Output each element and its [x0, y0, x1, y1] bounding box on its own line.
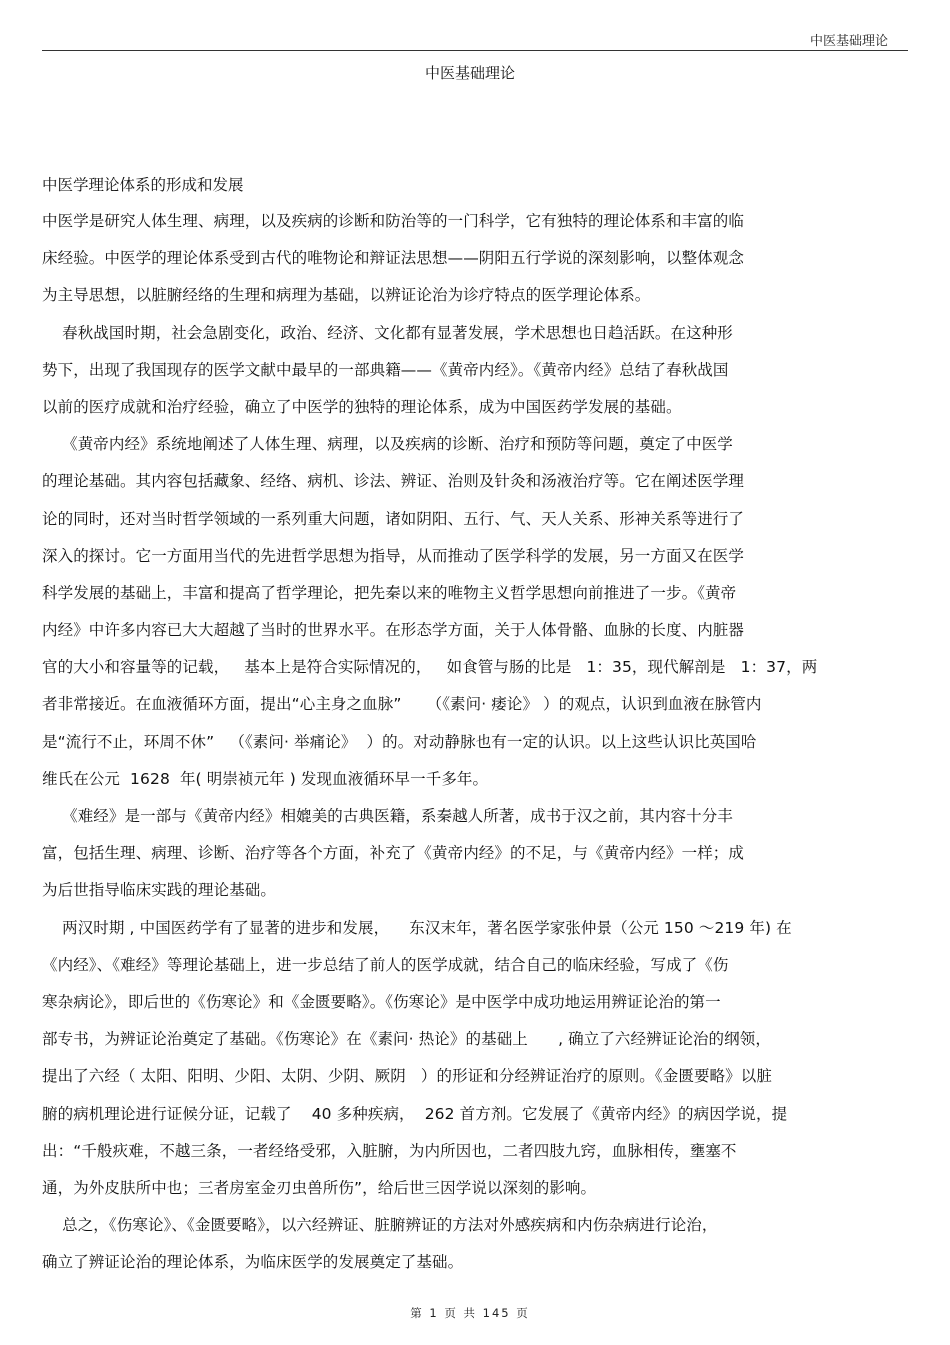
- text-line: 维氏在公元 1628 年( 明崇祯元年 ) 发现血液循环早一千多年。: [42, 769, 489, 788]
- text-line: 中医学是研究人体生理、病理，以及疾病的诊断和防治等的一门科学，它有独特的理论体系和丰富的临: [42, 212, 745, 230]
- text-line: 提出了六经（ 太阳、阳明、少阳、太阴、少阴、厥阴 ）的形证和分经辨证治疗的原则。《金匮要略》以脏: [42, 1067, 772, 1086]
- text-line: 《黄帝内经》系统地阐述了人体生理、病理，以及疾病的诊断、治疗和预防等问题，奠定了中医学: [42, 435, 733, 454]
- text-line: 者非常接近。在血液循环方面，提出“心主身之血脉” （《素问· 痿论》 ）的观点，认识到血液在脉管内: [42, 695, 762, 714]
- text-line: 论的同时，还对当时哲学领域的一系列重大问题，诸如阴阳、五行、气、天人关系、形神关系等进行了: [42, 509, 745, 528]
- text-line: 富，包括生理、病理、诊断、治疗等各个方面，补充了《黄帝内经》的不足，与《黄帝内经》一样；成: [42, 844, 745, 863]
- text-line: 是“流行不止，环周不休” （《素问· 举痛论》 ）的。对动静脉也有一定的认识。以上这些认识比英国哈: [42, 732, 757, 751]
- text-line: 官的大小和容量等的记载， 基本上是符合实际情况的， 如食管与肠的比是 1：35，现代解剖是 1：37，两: [42, 658, 818, 677]
- text-line: 为后世指导临床实践的理论基础。: [42, 881, 277, 900]
- text-line: 《难经》是一部与《黄帝内经》相媲美的古典医籍，系秦越人所著，成书于汉之前，其内容十分丰: [42, 807, 733, 825]
- text-line: 腑的病机理论进行证候分证，记载了 40 多种疾病， 262 首方剂。它发展了《黄帝内经》的病因学说，提: [42, 1104, 788, 1123]
- header-divider: [42, 50, 908, 51]
- body-text: [42, 203, 908, 1281]
- text-line: 势下，出现了我国现存的医学文献中最早的一部典籍——《黄帝内经》。《黄帝内经》总结了春秋战国: [42, 360, 729, 379]
- text-line: 深入的探讨。它一方面用当代的先进哲学思想为指导，从而推动了医学科学的发展，另一方面又在医学: [42, 546, 745, 565]
- text-line: 以前的医疗成就和治疗经验，确立了中医学的独特的理论体系，成为中国医药学发展的基础。: [42, 397, 682, 416]
- document-title: 中医基础理论: [424, 64, 515, 82]
- text-line: 两汉时期 , 中国医药学有了显著的进步和发展， 东汉末年，著名医学家张仲景（公元 150 ～219 年) 在: [42, 918, 792, 937]
- section-heading: 中医学理论体系的形成和发展: [42, 176, 244, 194]
- text-line: 为主导思想，以脏腑经络的生理和病理为基础，以辨证论治为诊疗特点的医学理论体系。: [42, 286, 651, 305]
- text-line: 出：“千般疢难，不越三条，一者经络受邪，入脏腑，为内所因也，二者四肢九窍，血脉相传，壅塞不: [42, 1141, 737, 1160]
- text-line: 的理论基础。其内容包括藏象、经络、病机、诊法、辨证、治则及针灸和汤液治疗等。它在阐述医学理: [42, 472, 745, 491]
- text-line: 部专书，为辨证论治奠定了基础。《伤寒论》在《素问· 热论》的基础上 , 确立了六经辨证论治的纲领，: [42, 1030, 771, 1049]
- text-line: 总之，《伤寒论》、《金匮要略》，以六经辨证、脏腑辨证的方法对外感疾病和内伤杂病进行论治，: [42, 1216, 718, 1235]
- text-line: 内经》中许多内容已大大超越了当时的世界水平。在形态学方面，关于人体骨骼、血脉的长度、内脏器: [42, 621, 745, 640]
- text-line: 确立了辨证论治的理论体系，为临床医学的发展奠定了基础。: [42, 1253, 464, 1272]
- text-line: 床经验。中医学的理论体系受到古代的唯物论和辩证法思想——阴阳五行学说的深刻影响，以整体观念: [42, 249, 745, 268]
- text-line: 通，为外皮肤所中也；三者房室金刃虫兽所伤”，给后世三因学说以深刻的影响。: [42, 1178, 597, 1197]
- page-number: 第 1 页 共 145 页: [410, 1306, 530, 1320]
- text-line: 寒杂病论》，即后世的《伤寒论》和《金匮要略》。《伤寒论》是中医学中成功地运用辨证论治的第一: [42, 992, 721, 1011]
- text-line: 科学发展的基础上，丰富和提高了哲学理论，把先秦以来的唯物主义哲学思想向前推进了一步。《黄帝: [42, 583, 737, 602]
- text-line: 春秋战国时期，社会急剧变化，政治、经济、文化都有显著发展，学术思想也日趋活跃。在这种形: [42, 323, 733, 342]
- running-header-title: 中医基础理论: [809, 34, 888, 49]
- text-line: 《内经》、《难经》等理论基础上，进一步总结了前人的医学成就，结合自己的临床经验，写成了《伤: [42, 955, 729, 974]
